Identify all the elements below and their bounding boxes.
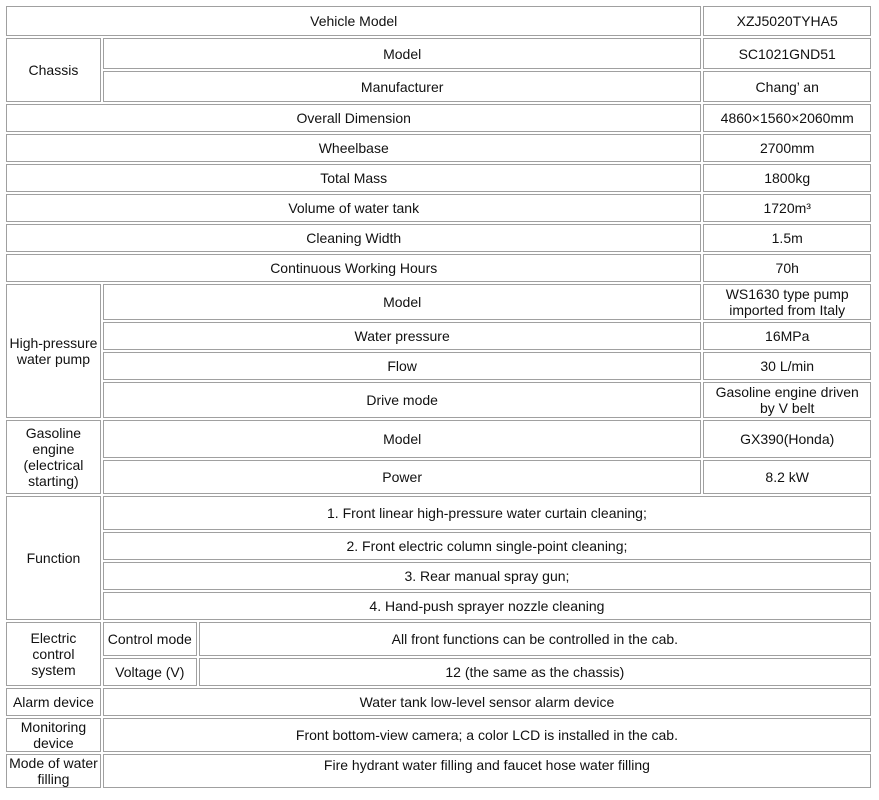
pump-pressure-value: 16MPa [703,322,871,350]
alarm-device-value: Water tank low-level sensor alarm device [103,688,871,716]
chassis-manufacturer-value: Chang’ an [703,71,871,102]
engine-model-value: GX390(Honda) [703,420,871,458]
table-row [6,420,871,458]
cleaning-width-value: 1.5m [703,224,871,252]
chassis-model-label: Model [103,38,702,69]
vehicle-model-label: Vehicle Model [6,6,701,36]
pump-model-value: WS1630 type pump imported from Italy [703,284,871,320]
chassis-manufacturer-label: Manufacturer [103,71,702,102]
total-mass-label: Total Mass [6,164,701,192]
table-row [6,164,871,192]
water-tank-value: 1720m³ [703,194,871,222]
table-row [6,284,871,320]
table-row [6,658,871,686]
alarm-device-label: Alarm device [6,688,101,716]
table-row [6,754,871,788]
table-row [6,71,871,102]
overall-dimension-label: Overall Dimension [6,104,701,132]
pump-group-label: High-pressure water pump [6,284,101,418]
pump-model-label: Model [103,284,702,320]
function-group-label: Function [6,496,101,620]
engine-group-label: Gasoline engine (electrical starting) [6,420,101,494]
control-mode-label: Control mode [103,622,197,656]
table-row [6,6,871,36]
table-row [6,134,871,162]
function-item-2: 2. Front electric column single-point cleaning; [103,532,871,560]
table-row [6,104,871,132]
voltage-label: Voltage (V) [103,658,197,686]
voltage-value: 12 (the same as the chassis) [199,658,871,686]
chassis-group-label: Chassis [6,38,101,102]
function-item-3: 3. Rear manual spray gun; [103,562,871,590]
water-tank-label: Volume of water tank [6,194,701,222]
chassis-model-value: SC1021GND51 [703,38,871,69]
table-row [6,224,871,252]
water-filling-label: Mode of water filling [6,754,101,788]
vehicle-model-value: XZJ5020TYHA5 [703,6,871,36]
table-row [6,382,871,418]
table-row [6,254,871,282]
table-row [6,622,871,656]
wheelbase-label: Wheelbase [6,134,701,162]
table-row [6,688,871,716]
pump-flow-label: Flow [103,352,702,380]
pump-drive-label: Drive mode [103,382,702,418]
function-item-4: 4. Hand-push sprayer nozzle cleaning [103,592,871,620]
vehicle-spec-table [4,4,873,790]
table-row [6,38,871,69]
table-row [6,194,871,222]
working-hours-label: Continuous Working Hours [6,254,701,282]
pump-flow-value: 30 L/min [703,352,871,380]
wheelbase-value: 2700mm [703,134,871,162]
monitoring-device-value: Front bottom-view camera; a color LCD is installed in the cab. [103,718,871,752]
function-item-1: 1. Front linear high-pressure water curtain cleaning; [103,496,871,530]
table-row [6,532,871,560]
table-row [6,592,871,620]
working-hours-value: 70h [703,254,871,282]
overall-dimension-value: 4860×1560×2060mm [703,104,871,132]
table-row [6,562,871,590]
table-row [6,352,871,380]
engine-power-label: Power [103,460,702,494]
engine-model-label: Model [103,420,702,458]
engine-power-value: 8.2 kW [703,460,871,494]
total-mass-value: 1800kg [703,164,871,192]
pump-pressure-label: Water pressure [103,322,702,350]
control-mode-value: All front functions can be controlled in the cab. [199,622,871,656]
cleaning-width-label: Cleaning Width [6,224,701,252]
table-row [6,322,871,350]
table-row [6,718,871,752]
table-row [6,496,871,530]
water-filling-value: Fire hydrant water filling and faucet hose water filling [103,754,871,788]
pump-drive-value: Gasoline engine driven by V belt [703,382,871,418]
electric-control-group-label: Electric control system [6,622,101,686]
monitoring-device-label: Monitoring device [6,718,101,752]
table-row [6,460,871,494]
